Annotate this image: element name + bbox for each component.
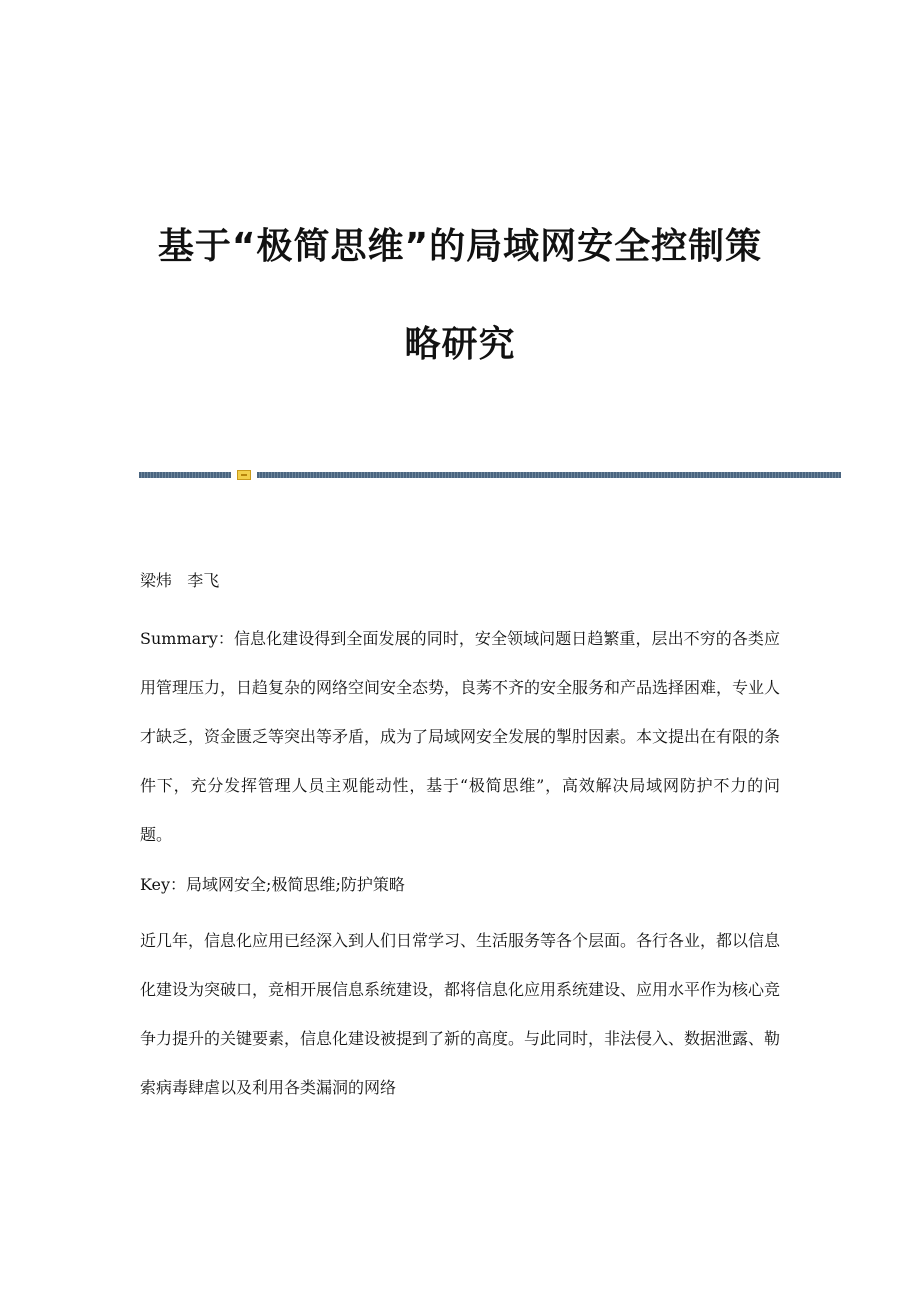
summary-text: 信息化建设得到全面发展的同时，安全领域问题日趋繁重，层出不穷的各类应用管理压力，日趋复杂的网络空间安全态势，良莠不齐的安全服务和产品选择困难，专业人才缺乏，资金匮乏等突出等矛盾，成为了局域网安全发展的掣肘因素。本文提出在有限的条件下，充分发挥管理人员主观能动性，基于“极简思维”，高效解决局域网防护不力的问题。	[140, 629, 781, 844]
divider-ornament-icon	[237, 470, 251, 480]
keywords-label: Key：	[140, 875, 187, 894]
summary-paragraph	[140, 614, 780, 859]
intro-paragraph: 近几年，信息化应用已经深入到人们日常学习、生活服务等各个层面。各行各业，都以信息化建设为突破口，竞相开展信息系统建设，都将信息化应用系统建设、应用水平作为核心竞争力提升的关键要素，信息化建设被提到了新的高度。与此同时，非法侵入、数据泄露、勒索病毒肆虐以及利用各类漏洞的网络	[140, 931, 781, 1097]
keywords-line	[140, 860, 405, 909]
document-title-line-1: 基于“极简思维”的局域网安全控制策	[157, 226, 763, 267]
keywords-text: 局域网安全;极简思维;防护策略	[186, 875, 405, 894]
title-divider	[139, 470, 841, 480]
authors: 梁炜 李飞	[140, 571, 220, 590]
document-title-line-2: 略研究	[404, 324, 516, 365]
summary-label: Summary：	[140, 629, 234, 648]
divider-bar-right	[257, 472, 841, 478]
divider-bar-left	[139, 472, 231, 478]
